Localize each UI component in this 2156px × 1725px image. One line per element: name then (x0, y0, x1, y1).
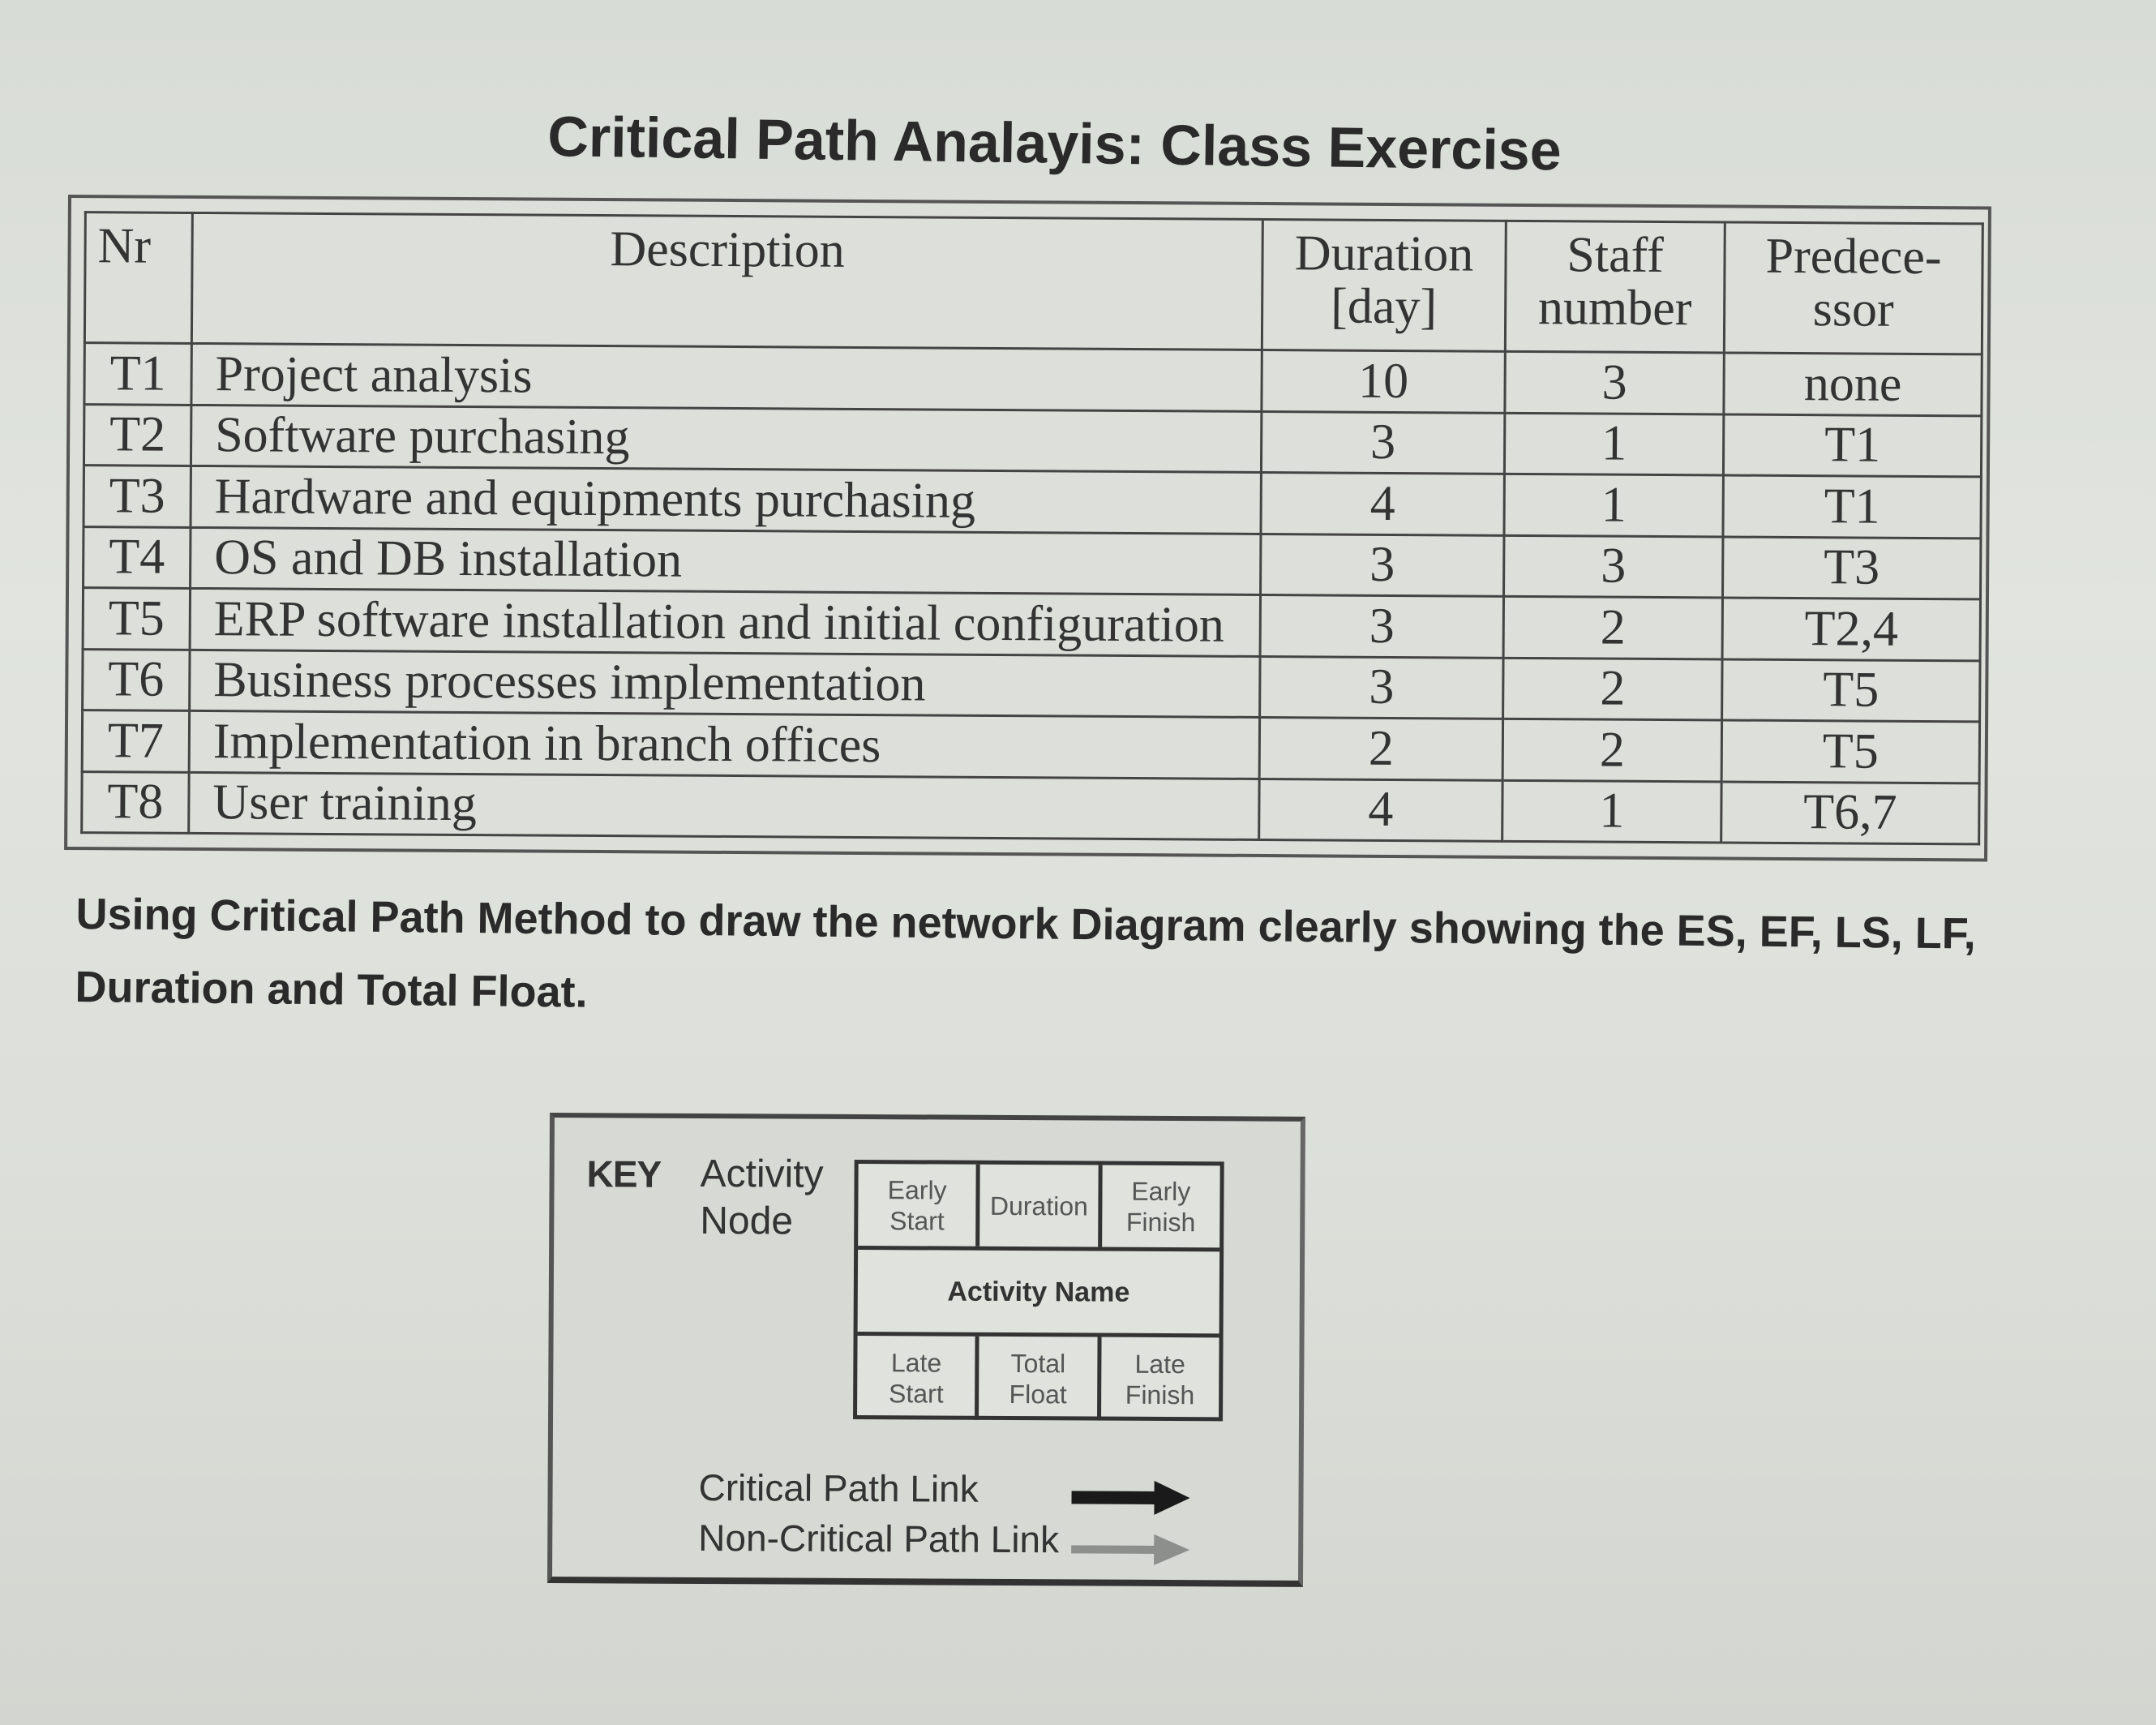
node-bottom-row (857, 1336, 1219, 1421)
table-row (82, 710, 1979, 783)
cell-duration: 3 (1260, 594, 1503, 657)
key-label: KEY (586, 1152, 662, 1195)
cell-predecessor: T1 (1723, 414, 1981, 476)
node-total-float: Total Float (975, 1337, 1097, 1421)
cell-nr: T7 (82, 710, 189, 772)
legend-key-box (547, 1113, 1305, 1587)
cell-description: Implementation in branch offices (189, 710, 1259, 779)
node-early-finish: Early Finish (1098, 1165, 1220, 1248)
cell-predecessor: T2,4 (1722, 598, 1980, 660)
cell-description: Business processes implementation (190, 650, 1260, 718)
cell-predecessor: T5 (1721, 720, 1979, 783)
node-activity-name: Activity Name (947, 1276, 1130, 1308)
cell-staff: 3 (1504, 535, 1723, 598)
header-staff-line-2: number (1537, 280, 1692, 337)
cell-nr: T4 (84, 526, 191, 588)
header-duration (1262, 220, 1506, 352)
node-late-finish: Late Finish (1097, 1337, 1219, 1422)
cell-duration: 10 (1262, 350, 1505, 412)
critical-path-link-label: Critical Path Link (698, 1465, 979, 1510)
table-header-row (84, 212, 1982, 354)
header-predecessor (1724, 222, 1982, 354)
header-duration-line-1: Duration (1294, 225, 1474, 282)
cell-duration: 2 (1259, 717, 1502, 779)
cell-duration: 3 (1260, 656, 1503, 719)
cell-nr: T5 (83, 588, 190, 650)
cell-predecessor: T5 (1722, 659, 1980, 721)
table-row (84, 526, 1981, 599)
header-staff-line-1: Staff (1567, 227, 1664, 284)
header-description: Description (191, 212, 1262, 350)
cell-duration: 3 (1261, 411, 1504, 474)
cell-staff: 2 (1502, 719, 1721, 781)
table-row (84, 466, 1981, 539)
cell-description: OS and DB installation (191, 527, 1261, 595)
table-row (84, 343, 1982, 416)
instructions-text: Using Critical Path Method to draw the network Diagram clearly showing the ES, EF, LS, LF, Duration and Total Float. (75, 889, 1977, 1017)
cell-predecessor: T3 (1723, 536, 1981, 599)
activity-node-label-line-2: Node (700, 1199, 794, 1243)
cell-duration: 3 (1261, 534, 1504, 596)
task-table-frame (64, 195, 1991, 861)
cell-nr: T1 (84, 343, 191, 405)
cell-description: Project analysis (191, 343, 1262, 411)
table-row (82, 771, 1979, 844)
cell-duration: 4 (1261, 472, 1504, 534)
cell-staff: 1 (1502, 780, 1721, 843)
header-nr: Nr (84, 212, 192, 344)
cell-staff: 1 (1504, 474, 1723, 536)
activity-node-label-line-1: Activity (700, 1152, 824, 1196)
cell-nr: T8 (82, 771, 189, 833)
cell-description: User training (189, 772, 1259, 840)
node-early-start: Early Start (887, 1174, 947, 1236)
cell-description: ERP software installation and initial configuration (190, 588, 1260, 656)
page-title: Critical Path Analayis: Class Exercise (547, 104, 1562, 182)
activity-node-label (700, 1151, 824, 1246)
table-row (84, 404, 1981, 477)
cell-description: Software purchasing (191, 405, 1261, 473)
cell-nr: T3 (84, 466, 191, 527)
cell-staff: 2 (1503, 596, 1722, 659)
cell-staff: 3 (1505, 351, 1724, 414)
header-predecessor-line-2: ssor (1812, 281, 1894, 337)
non-critical-arrow-icon (1069, 1529, 1191, 1570)
cell-predecessor: T6,7 (1721, 781, 1979, 843)
header-predecessor-line-1: Predece- (1765, 228, 1942, 285)
cell-description: Hardware and equipments purchasing (191, 466, 1261, 534)
cell-predecessor: T1 (1723, 475, 1981, 538)
node-top-row (858, 1164, 1220, 1251)
header-staff (1505, 221, 1725, 353)
cell-staff: 2 (1503, 658, 1722, 720)
table-row (83, 588, 1980, 661)
activity-node-diagram (853, 1160, 1224, 1421)
cell-staff: 1 (1504, 413, 1723, 475)
node-duration: Duration (975, 1165, 1098, 1247)
task-table (80, 211, 1984, 845)
node-middle-row (858, 1250, 1220, 1337)
table-row (83, 649, 1980, 722)
cell-duration: 4 (1259, 779, 1502, 841)
non-critical-path-link-label: Non-Critical Path Link (698, 1516, 1060, 1561)
header-duration-line-2: [day] (1331, 278, 1438, 335)
node-late-start: Late Start (888, 1347, 944, 1409)
critical-arrow-icon (1069, 1477, 1191, 1518)
cell-predecessor: none (1724, 353, 1982, 415)
cell-nr: T6 (83, 649, 190, 710)
cell-nr: T2 (84, 404, 191, 466)
